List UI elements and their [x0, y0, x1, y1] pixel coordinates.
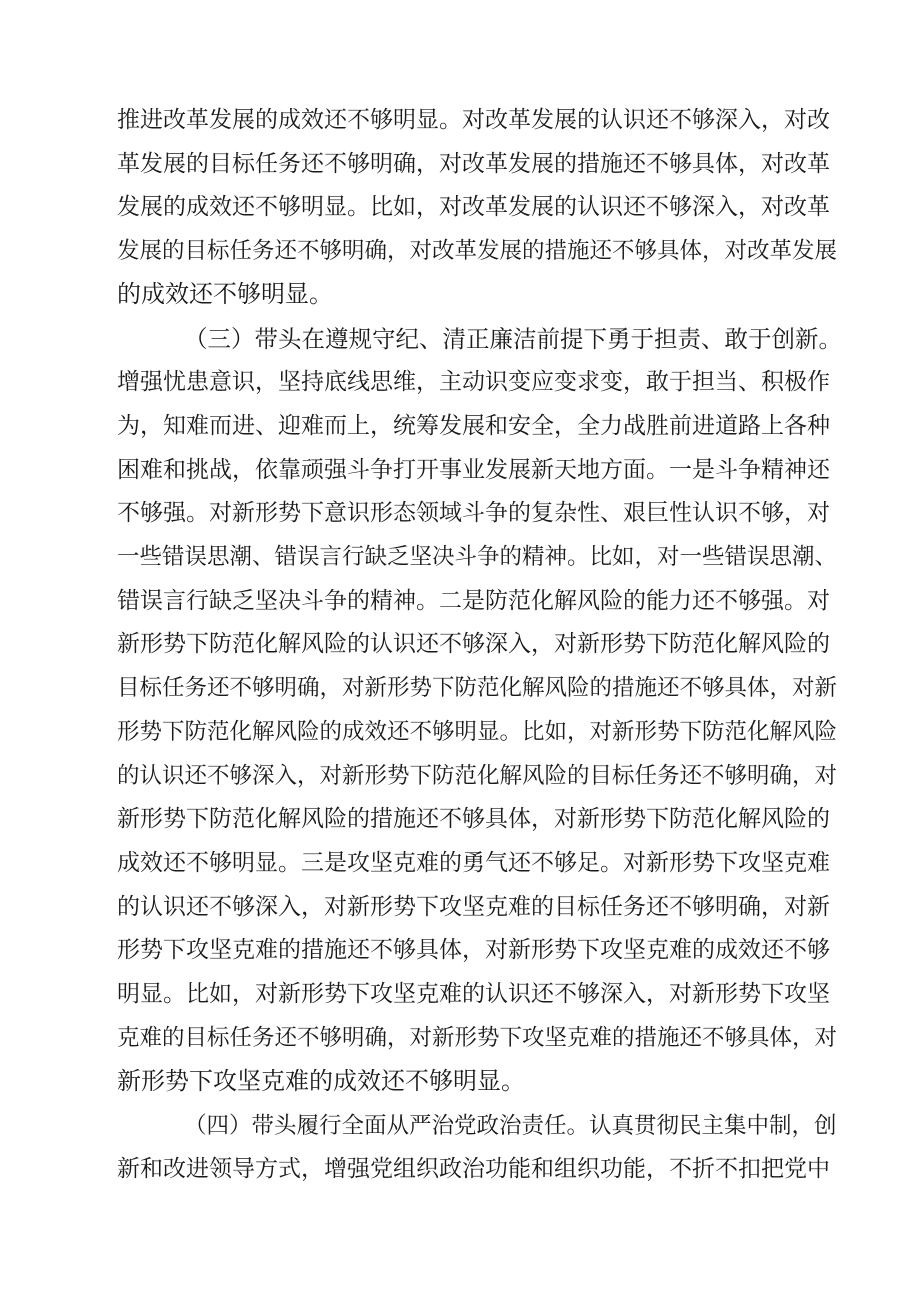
text-line: 新形势下防范化解风险的措施还不够具体，对新形势下防范化解风险的 [117, 806, 830, 832]
text-line: 增强忧患意识，坚持底线思维，主动识变应变求变，敢于担当、积极作 [117, 369, 830, 395]
text-line: 发展的成效还不够明显。比如，对改革发展的认识还不够深入，对改革 [117, 194, 830, 220]
text-line: 的认识还不够深入，对新形势下攻坚克难的目标任务还不够明确，对新 [117, 894, 830, 920]
text-line: 的成效还不够明显。 [117, 280, 333, 308]
section-heading: （三）带头在遵规守纪、清正廉洁前提下勇于担责、敢于创新。 [184, 325, 842, 353]
text-line: 的认识还不够深入，对新形势下防范化解风险的目标任务还不够明确，对 [117, 763, 837, 789]
text-line: 形势下防范化解风险的成效还不够明显。比如，对新形势下防范化解风险 [117, 719, 837, 745]
text-line: 推进改革发展的成效还不够明显。对改革发展的认识还不够深入，对改 [117, 107, 830, 133]
text-line: 革发展的目标任务还不够明确，对改革发展的措施还不够具体，对改革 [117, 151, 830, 177]
text-line: 克难的目标任务还不够明确，对新形势下攻坚克难的措施还不够具体，对 [117, 1025, 837, 1051]
text-line: 新形势下攻坚克难的成效还不够明显。 [117, 1067, 525, 1095]
text-line: 新和改进领导方式，增强党组织政治功能和组织功能，不折不扣把党中 [117, 1156, 830, 1182]
text-line: 明显。比如，对新形势下攻坚克难的认识还不够深入，对新形势下攻坚 [117, 981, 830, 1007]
text-line: 困难和挑战，依靠顽强斗争打开事业发展新天地方面。一是斗争精神还 [117, 457, 830, 483]
section-heading: （四）带头履行全面从严治党政治责任。认真贯彻民主集中制，创 [184, 1113, 837, 1139]
text-line: 目标任务还不够明确，对新形势下防范化解风险的措施还不够具体，对新 [117, 675, 837, 701]
text-line: 一些错误思潮、错误言行缺乏坚决斗争的精神。比如，对一些错误思潮、 [117, 544, 837, 570]
text-line: 发展的目标任务还不够明确，对改革发展的措施还不够具体，对改革发展 [117, 238, 837, 264]
text-line: 形势下攻坚克难的措施还不够具体，对新形势下攻坚克难的成效还不够 [117, 937, 830, 963]
text-line: 新形势下防范化解风险的认识还不够深入，对新形势下防范化解风险的 [117, 631, 830, 657]
text-line: 错误言行缺乏坚决斗争的精神。二是防范化解风险的能力还不够强。对 [117, 588, 830, 614]
text-line: 为，知难而进、迎难而上，统筹发展和安全，全力战胜前进道路上各种 [117, 413, 830, 439]
text-line: 不够强。对新形势下意识形态领域斗争的复杂性、艰巨性认识不够，对 [117, 500, 830, 526]
text-line: 成效还不够明显。三是攻坚克难的勇气还不够足。对新形势下攻坚克难 [117, 850, 830, 876]
